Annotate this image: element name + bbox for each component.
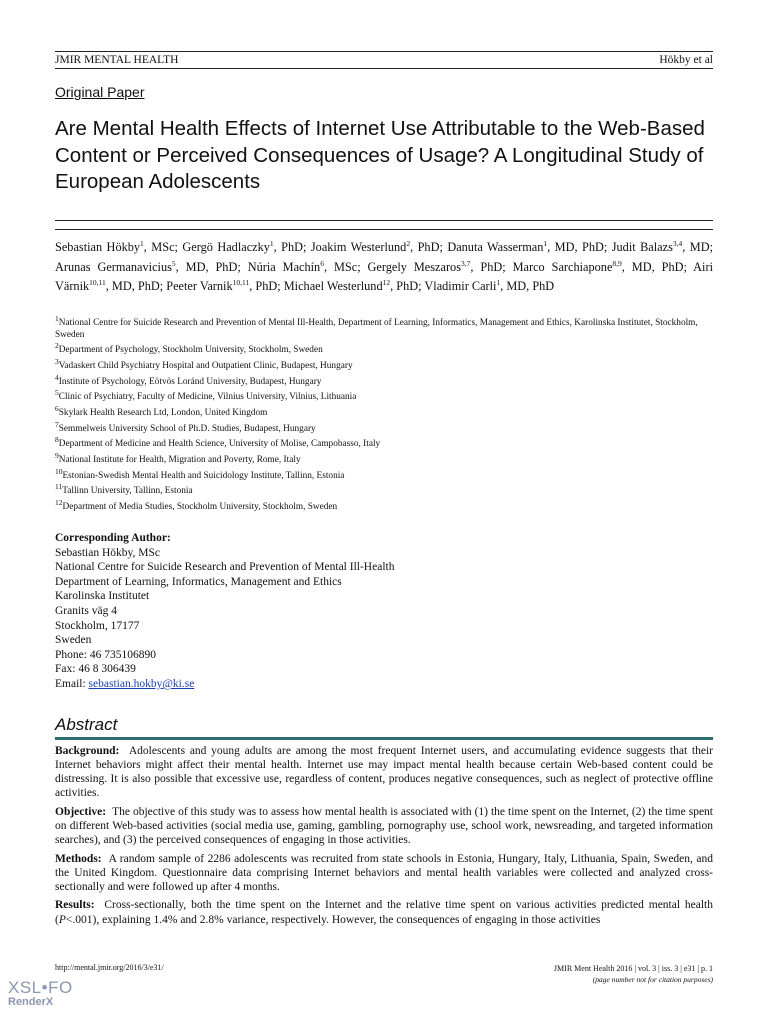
affiliation-item	[55, 482, 715, 498]
affiliation-item	[55, 435, 715, 451]
affiliation-item	[55, 341, 715, 357]
author-affil-sup: 8,9	[612, 258, 622, 268]
abstract-objective	[55, 805, 713, 847]
affiliation-sup: 3	[55, 356, 59, 366]
author-entry	[311, 240, 447, 254]
objective-label: Objective:	[55, 805, 107, 818]
running-header	[55, 54, 713, 66]
affiliation-text: Tallinn University, Tallinn, Estonia	[62, 486, 193, 497]
affiliation-text: Clinic of Psychiatry, Faculty of Medicine, Vilnius University, Vilnius, Lithuania	[58, 392, 357, 403]
author-degree: , PhD;	[470, 259, 513, 274]
affiliation-sup: 7	[55, 419, 59, 429]
objective-text: The objective of this study was to assess how mental health is associated with (1) the time spent on the Internet, (2) the time spent on different Web-based activities (social media use, gaming, gambling, pornography use, school work, newsreading, and targeted information searches), and (3) the perceived consequences of engaging in those activities.	[55, 805, 713, 847]
corr-email-line	[55, 677, 715, 692]
author-degree: , MD, PhD;	[175, 259, 248, 274]
results-label: Results:	[55, 899, 95, 912]
affiliation-sup: 12	[55, 497, 63, 507]
author-entry	[368, 260, 513, 274]
author-affil-sup: 2	[406, 238, 411, 248]
footer-url[interactable]: http://mental.jmir.org/2016/3/e31/	[55, 963, 164, 972]
affiliation-sup: 4	[55, 372, 59, 382]
author-affil-sup: 6	[320, 258, 324, 268]
affiliation-sup: 11	[55, 482, 63, 492]
affiliation-sup: 9	[55, 450, 59, 460]
affiliation-item	[55, 450, 715, 467]
author-degree: , MD, PhD;	[621, 259, 694, 274]
affiliation-list	[55, 313, 715, 518]
author-entry	[612, 240, 713, 254]
author-degree: , MD, PhD;	[547, 240, 612, 254]
background-text: Adolescents and young adults are among the most frequent Internet users, and accumulating evidence suggests that their Internet behaviors might affect their mental health. Internet use may impact mental health because certain Web-based content could be distressing. It is also possible that excessive use, regardless of content, produces negative consequences, such as neglect of protective offline activities.	[55, 745, 714, 800]
affiliation-sup: 1	[55, 313, 59, 323]
affiliation-text: Semmelweis University School of Ph.D. Studies, Budapest, Hungary	[58, 423, 316, 434]
affiliation-sup: 8	[55, 435, 59, 445]
corr-line: Sweden	[55, 634, 92, 647]
methods-text: A random sample of 2286 adolescents was recruited from state schools in Estonia, Hungary, Italy, Lithuania, Spain, Sweden, and the United Kingdom. Questionnaire data comprising Internet behaviors and mental health variables were collected and analyzed cross-sectionally and were followed up after 4 months.	[55, 852, 714, 893]
author-name: Núria Machín	[247, 259, 321, 274]
author-entry	[55, 240, 182, 254]
journal-name: JMIR MENTAL HEALTH	[55, 54, 179, 66]
corr-line: Department of Learning, Informatics, Management and Ethics	[55, 575, 342, 588]
affiliation-item	[55, 497, 715, 514]
results-text-b: <.001), explaining 1.4% and 2.8% variance, respectively. However, the consequences of engaging in those activities	[65, 913, 601, 926]
author-degree: , MD;	[682, 240, 713, 254]
affiliation-item	[55, 313, 715, 341]
author-degree: , PhD;	[249, 279, 284, 293]
methods-label: Methods:	[55, 852, 102, 865]
background-label: Background:	[55, 745, 120, 757]
title-rule-1	[55, 220, 713, 221]
author-name: Airi Värnik	[55, 259, 713, 293]
author-entry	[166, 279, 284, 293]
affiliation-text: Department of Media Studies, Stockholm University, Stockholm, Sweden	[62, 502, 338, 513]
author-degree: , PhD;	[390, 279, 425, 293]
author-degree: , MD, PhD	[500, 279, 555, 293]
author-degree: , PhD;	[410, 240, 448, 254]
author-name: Peeter Varnik	[166, 279, 233, 293]
author-entry	[55, 260, 248, 274]
author-affil-sup: 10,11	[89, 277, 106, 287]
author-degree: , MSc;	[143, 240, 183, 254]
corr-line: Granits väg 4	[55, 604, 117, 617]
footer-citation: JMIR Ment Health 2016 | vol. 3 | iss. 3 | e31 | p. 1	[553, 964, 713, 973]
abstract-results	[55, 898, 713, 926]
renderx-logo	[8, 978, 73, 1008]
corr-line: Sebastian Hökby, MSc	[55, 546, 160, 559]
author-affil-sup: 1	[140, 238, 144, 248]
affiliation-sup: 6	[55, 403, 59, 413]
abstract-heading: Abstract	[55, 715, 118, 734]
corresponding-label: Corresponding Author:	[55, 532, 171, 544]
affiliation-sup: 10	[55, 466, 63, 476]
footer-citation-block	[554, 963, 713, 985]
author-degree: , PhD;	[273, 240, 311, 254]
author-affil-sup: 1	[269, 238, 274, 248]
author-name: Arunas Germanavicius	[55, 259, 172, 274]
abstract-background	[55, 744, 713, 800]
affiliation-text: Department of Psychology, Stockholm University, Stockholm, Sweden	[58, 345, 323, 356]
author-affil-sup: 1	[543, 238, 548, 248]
footer-note: (page number not for citation purposes)	[592, 975, 713, 984]
results-text-a: Cross-sectionally, both the time spent on the Internet and the relative time spent on various activities predicted mental health (	[55, 899, 713, 926]
abstract-rule	[55, 737, 713, 740]
author-name: Danuta Wasserman	[447, 240, 544, 254]
author-name: Judit Balazs	[611, 240, 673, 254]
affiliation-text: Skylark Health Research Ltd, London, United Kingdom	[58, 407, 268, 418]
corr-line: Fax: 46 8 306439	[55, 663, 136, 676]
author-entry	[284, 279, 425, 293]
results-p: P	[58, 913, 66, 926]
logo-line-1: XSL•FO	[8, 978, 73, 997]
corr-line: Stockholm, 17177	[55, 619, 140, 632]
author-affil-sup: 3,4	[672, 238, 683, 248]
running-authors: Hökby et al	[659, 54, 713, 66]
affiliation-item	[55, 403, 715, 420]
affiliation-sup: 2	[55, 341, 59, 351]
corr-line: Karolinska Institutet	[55, 590, 150, 603]
email-link[interactable]: sebastian.hokby@ki.se	[88, 677, 195, 690]
author-list	[55, 238, 713, 297]
affiliation-sup: 5	[55, 388, 59, 398]
author-entry	[248, 260, 368, 274]
header-rule-top	[55, 51, 713, 52]
author-affil-sup: 5	[171, 258, 176, 268]
header-rule-bottom	[55, 68, 713, 69]
author-name: Michael Westerlund	[283, 279, 383, 293]
title-rule-2	[55, 229, 713, 230]
abstract-body	[55, 744, 713, 931]
corresponding-author	[55, 531, 715, 692]
abstract-methods	[55, 852, 713, 894]
affiliation-item	[55, 466, 715, 483]
author-affil-sup: 10,11	[232, 277, 250, 287]
logo-line-2: RenderX	[8, 996, 54, 1008]
author-entry	[513, 260, 694, 274]
author-degree: , MD, PhD;	[105, 279, 167, 293]
author-name: Marco Sarchiapone	[512, 259, 613, 274]
corr-line: Phone: 46 735106890	[55, 648, 156, 661]
affiliation-text: Institute of Psychology, Eötvös Loránd University, Budapest, Hungary	[58, 376, 322, 387]
author-entry	[447, 240, 611, 254]
author-degree: , MSc;	[323, 259, 368, 274]
paper-type: Original Paper	[55, 84, 145, 100]
author-affil-sup: 12	[382, 277, 391, 287]
affiliation-text: Vadaskert Child Psychiatry Hospital and Outpatient Clinic, Budapest, Hungary	[58, 360, 353, 371]
author-name: Vladimir Carli	[424, 279, 497, 293]
author-affil-sup: 1	[496, 277, 501, 287]
author-entry	[424, 279, 554, 293]
author-affil-sup: 3,7	[461, 258, 471, 268]
corr-line: National Centre for Suicide Research and Prevention of Mental Ill-Health	[55, 561, 395, 574]
author-name: Gergö Hadlaczky	[182, 240, 270, 254]
affiliation-text: Department of Medicine and Health Science, University of Molise, Campobasso, Italy	[58, 439, 381, 450]
affiliation-text: Estonian-Swedish Mental Health and Suicidology Institute, Tallinn, Estonia	[62, 470, 345, 481]
author-entry	[182, 240, 311, 254]
affiliation-item	[55, 372, 715, 389]
author-name: Sebastian Hökby	[55, 240, 141, 254]
article-title: Are Mental Health Effects of Internet Use Attributable to the Web-Based Content or Perceived Consequences of Usage? A Longitudinal Study of European Adolescents	[55, 117, 705, 193]
author-name: Joakim Westerlund	[310, 240, 407, 254]
affiliation-text: National Institute for Health, Migration and Poverty, Rome, Italy	[58, 455, 301, 465]
affiliation-item	[55, 356, 715, 373]
affiliation-text: National Centre for Suicide Research and Prevention of Mental Ill-Health, Department of Learning, Informatics, Management and Ethics, Karolinska Institutet, Stockholm, Sweden	[55, 318, 698, 340]
affiliation-item	[55, 388, 715, 404]
affiliation-item	[55, 419, 715, 436]
email-label: Email:	[55, 677, 89, 690]
author-name: Gergely Meszaros	[367, 259, 461, 274]
